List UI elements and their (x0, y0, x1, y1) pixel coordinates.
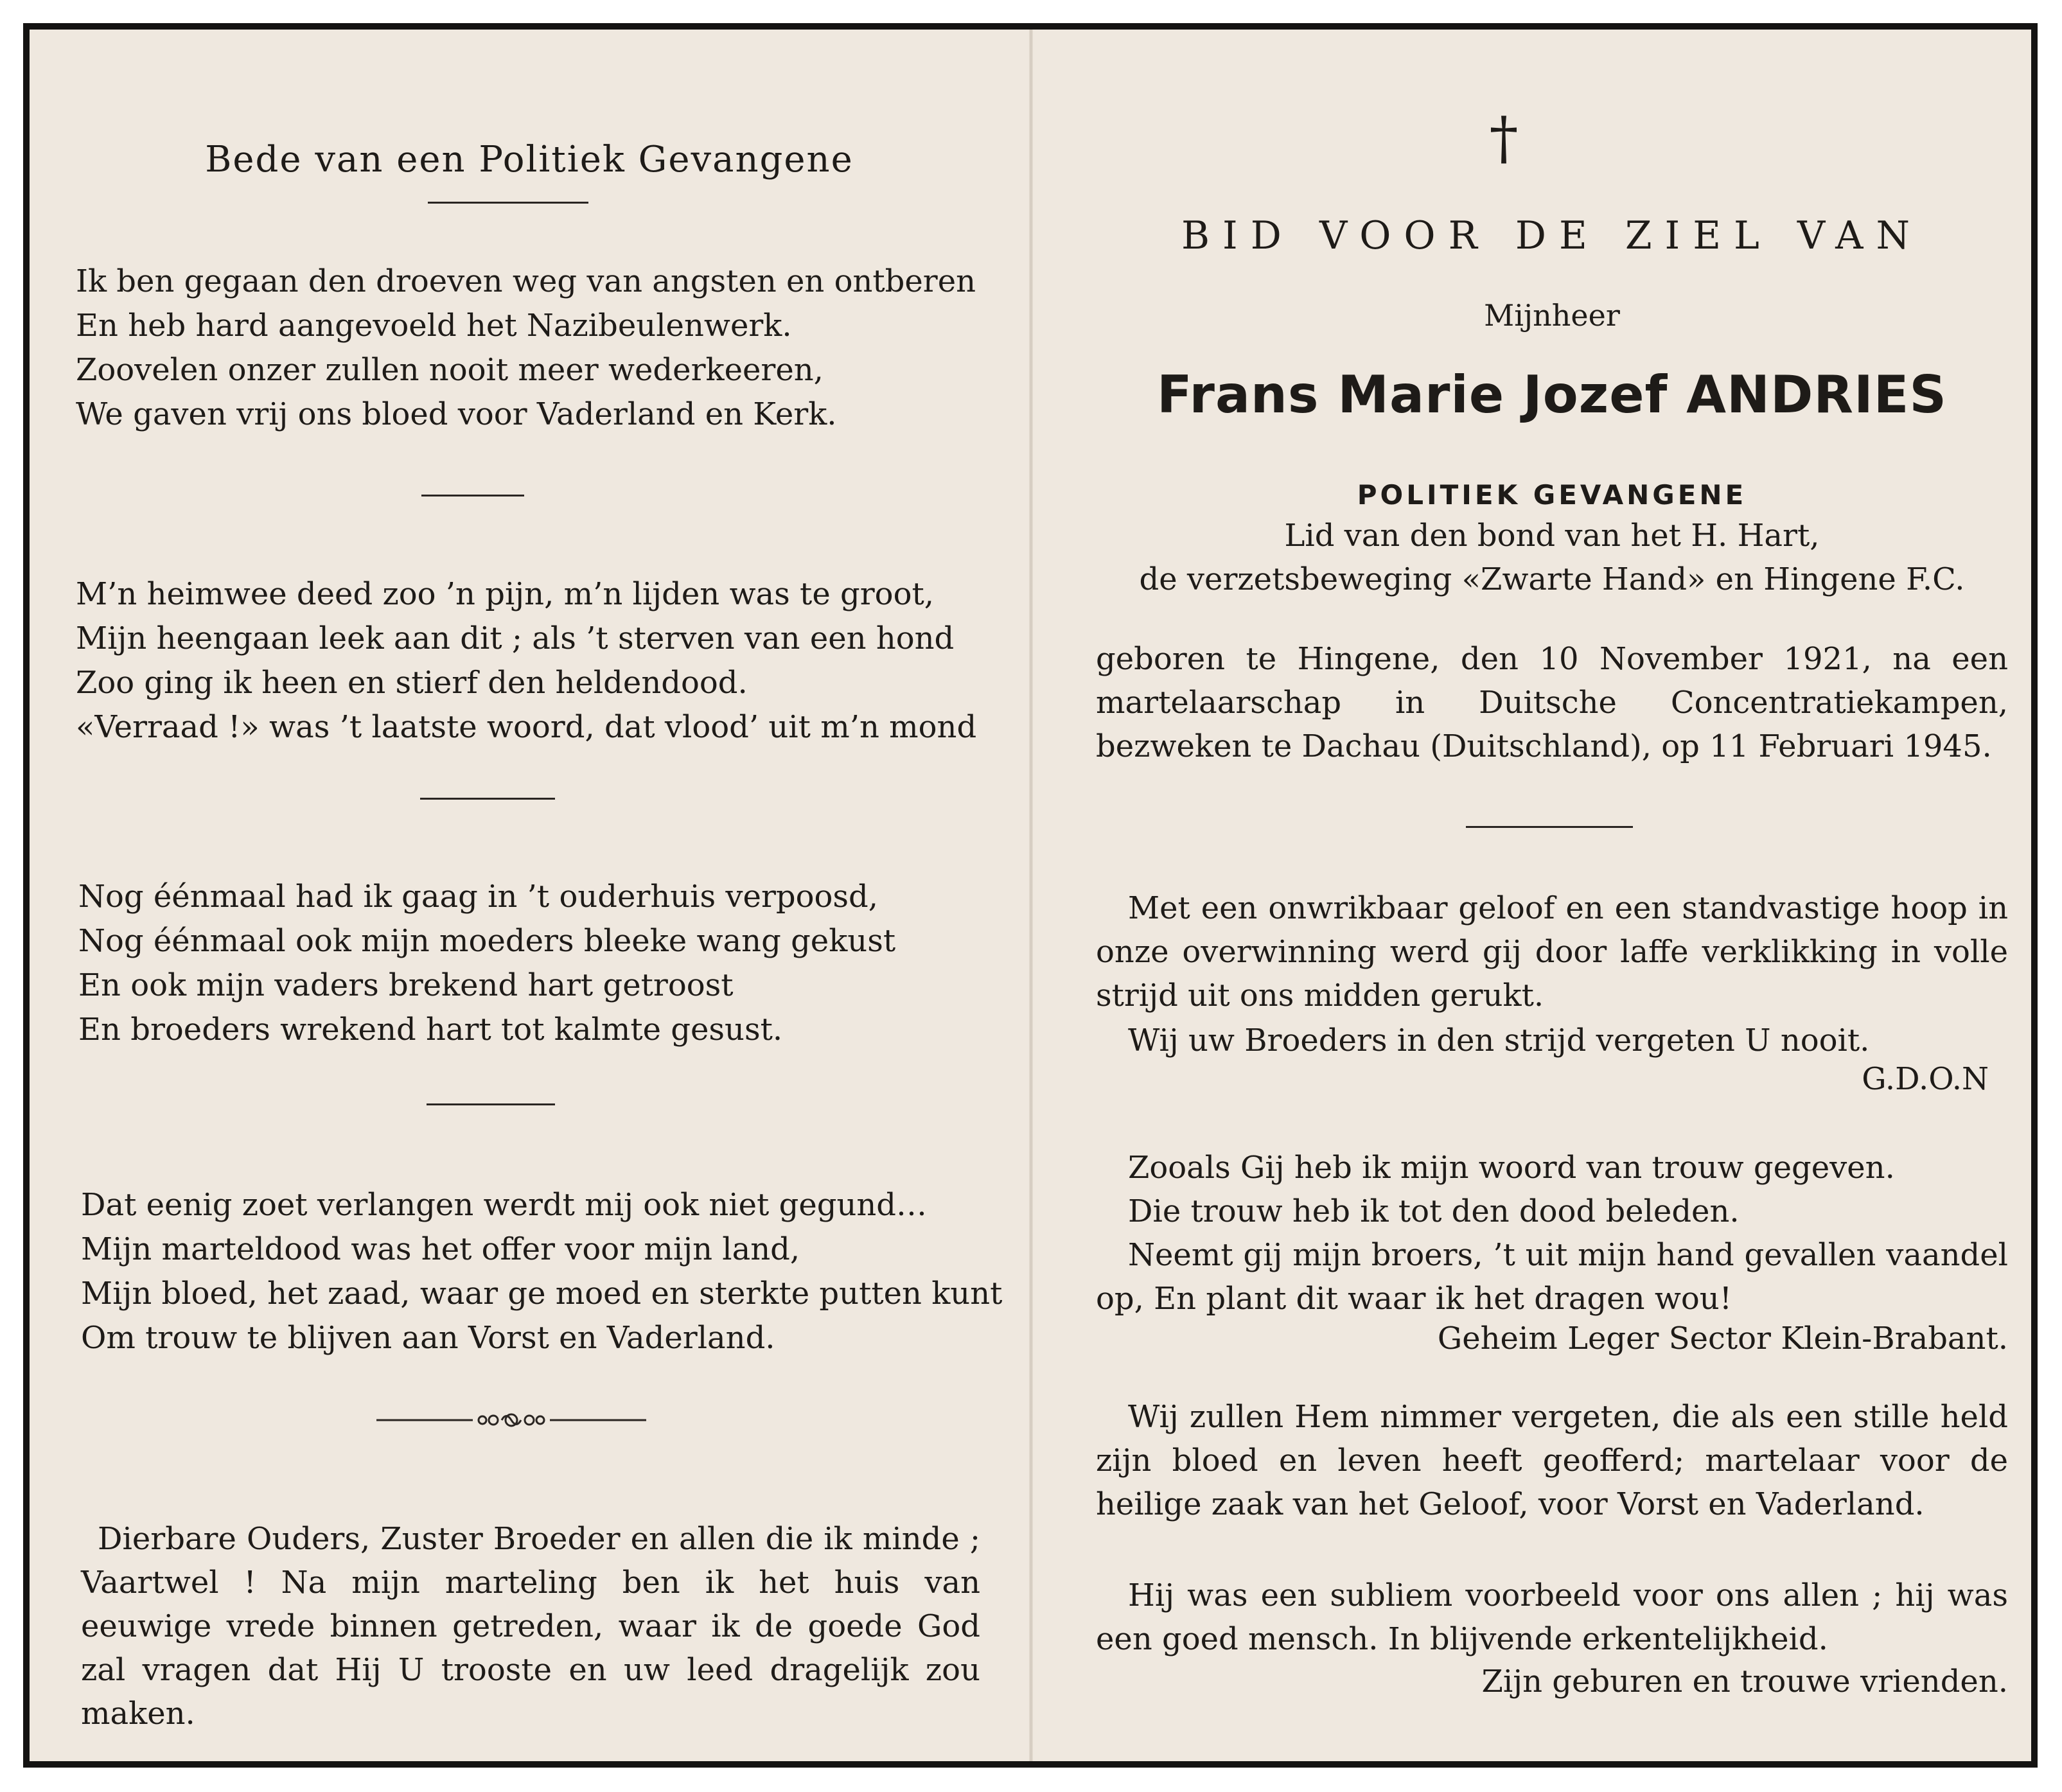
verse-line: We gaven vrij ons bloed voor Vaderland en Kerk. (76, 396, 837, 432)
verse-line: En heb hard aangevoeld het Nazibeulenwerk. (76, 308, 792, 344)
verse-line: Zoovelen onzer zullen nooit meer wederkeeren, (76, 352, 824, 388)
verse-line: Mijn heengaan leek aan dit ; als ’t sterven van een hond (76, 620, 955, 656)
stanza-3 (78, 875, 895, 1052)
tribute: Met een onwrikbaar geloof en een standvastige hoop in onze overwinning werd gij door laffe verklikking in volle strijd uit ons midden gerukt. (1096, 890, 2008, 1014)
farewell-text: Dierbare Ouders, Zuster Broeder en allen die ik minde ; Vaartwel ! Na mijn marteling ben ik het huis van eeuwige vrede binnen getreden, waar ik de goede God zal vragen dat Hij U trooste en uw leed dragelijk zou maken. (81, 1521, 980, 1732)
signature: Geheim Leger Sector Klein-Brabant. (1437, 1321, 2008, 1357)
verse-line: Nog éénmaal had ik gaag in ’t ouderhuis verpoosd, (78, 879, 879, 915)
divider (427, 1103, 555, 1105)
verse-line: En broeders wrekend hart tot kalmte gesust. (78, 1012, 783, 1048)
heading: BID VOOR DE ZIEL VAN (1181, 213, 1923, 258)
verse-line: En ook mijn vaders brekend hart getroost (78, 967, 734, 1003)
signature: G.D.O.N (1862, 1061, 1989, 1097)
verse-line: «Verraad !» was ’t laatste woord, dat vlood’ uit m’n mond (76, 709, 977, 745)
verse-line: Dat eenig zoet verlangen werdt mij ook niet gegund… (81, 1187, 927, 1223)
stanza-1 (76, 259, 976, 437)
biography: geboren te Hingene, den 10 November 1921, na een martelaarschap in Duitsche Concentratiekampen, bezweken te Dachau (Duitschland), op 11 Februari 1945. (1096, 641, 2008, 764)
membership-line: de verzetsbeweging «Zwarte Hand» en Hingene F.C. (1139, 561, 1965, 597)
divider (421, 495, 524, 496)
tribute: Wij uw Broeders in den strijd vergeten U nooit. (1128, 1023, 1870, 1059)
divider (1466, 826, 1633, 828)
verse-line: Zoo ging ik heen en stierf den heldendood. (76, 665, 748, 701)
deceased-name: Frans Marie Jozef ANDRIES (1156, 365, 1948, 425)
stanza-4 (81, 1183, 1002, 1360)
tribute: Neemt gij mijn broers, ’t uit mijn hand gevallen vaandel op, En plant dit waar ik het dragen wou! (1096, 1237, 2008, 1317)
verse-line: Mijn marteldood was het offer voor mijn land, (81, 1231, 800, 1267)
verse-line: M’n heimwee deed zoo ’n pijn, m’n lijden was te groot, (76, 576, 935, 612)
verse-line: Om trouw te blijven aan Vorst en Vaderland. (81, 1320, 775, 1356)
divider (420, 798, 555, 800)
verse-line: Ik ben gegaan den droeven weg van angsten en ontberen (76, 263, 976, 299)
salutation: Mijnheer (1484, 298, 1620, 333)
signature: Zijn geburen en trouwe vrienden. (1481, 1664, 2008, 1700)
cross-icon: † (1489, 105, 1519, 172)
divider (428, 202, 588, 204)
center-fold (1029, 30, 1033, 1761)
ornament-flourish (376, 1404, 646, 1436)
stanza-2 (76, 572, 976, 750)
verse-line: Mijn bloed, het zaad, waar ge moed en sterkte putten kunt (81, 1276, 1003, 1312)
tribute: Die trouw heb ik tot den dood beleden. (1128, 1193, 1740, 1229)
prayer-title: Bede van een Politiek Gevangene (205, 139, 854, 180)
membership-line: Lid van den bond van het H. Hart, (1284, 518, 1820, 554)
role: POLITIEK GEVANGENE (1357, 479, 1747, 511)
tribute: Hij was een subliem voorbeeld voor ons allen ; hij was een goed mensch. In blijvende erkentelijkheid. (1096, 1577, 2008, 1657)
tribute: Wij zullen Hem nimmer vergeten, die als een stille held zijn bloed en leven heeft geofferd; martelaar voor de heilige zaak van het Geloof, voor Vorst en Vaderland. (1096, 1399, 2008, 1522)
memorial-card (23, 23, 2038, 1768)
verse-line: Nog éénmaal ook mijn moeders bleeke wang gekust (78, 923, 896, 959)
tribute: Zooals Gij heb ik mijn woord van trouw gegeven. (1128, 1150, 1895, 1186)
